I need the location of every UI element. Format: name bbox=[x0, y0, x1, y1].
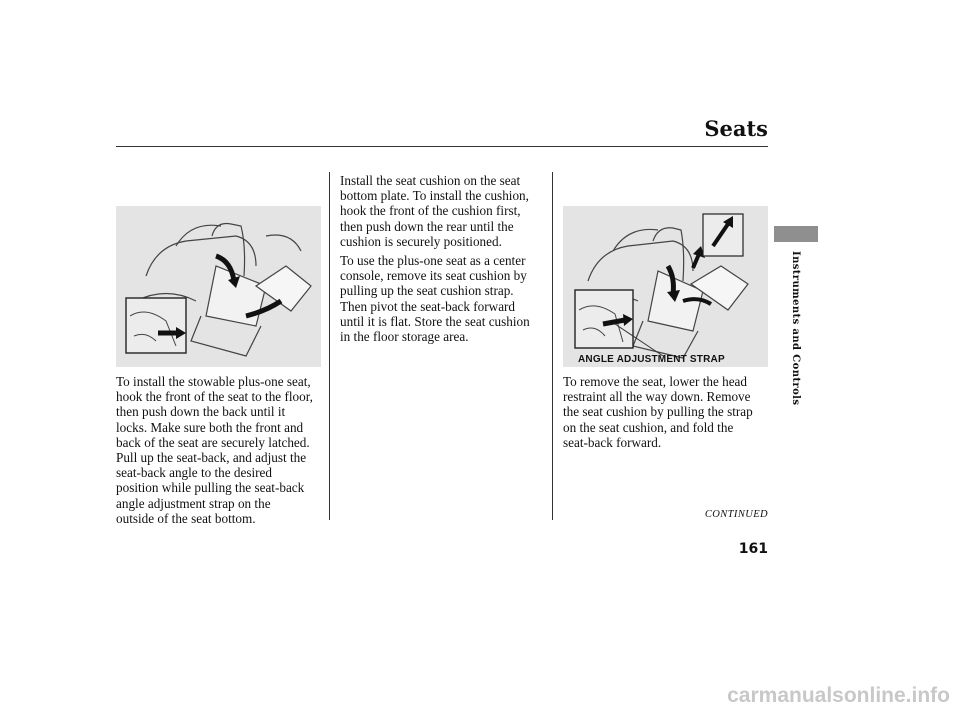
section-tab-marker bbox=[774, 226, 818, 242]
cushion-install-text: Install the seat cushion on the seat bottom plate. To install the cushion, hook the front of the cushion first, then push down the rear until the cushion is securely positioned. bbox=[340, 173, 529, 249]
continued-label: CONTINUED bbox=[704, 509, 768, 520]
remove-seat-illustration bbox=[563, 206, 768, 367]
install-instructions-text: To install the stowable plus-one seat, hook the front of the seat to the floor, then push down the back until it locks. Make sure both the front and back of the seat are securely latched. Pull up the seat-back, and adjust the seat-back angle to the desired position while pulling the seat-back angle adjustment strap on the outside of the seat bottom. bbox=[116, 374, 313, 526]
center-console-text: To use the plus-one seat as a center console, remove its seat cushion by pulling up the seat cushion strap. Then pivot the seat-back forward until it is flat. Store the seat cushion in the floor storage area. bbox=[340, 253, 530, 345]
section-title: Seats bbox=[704, 116, 768, 141]
column-divider-1 bbox=[329, 172, 330, 520]
install-seat-illustration bbox=[116, 206, 321, 367]
remove-seat-drawing bbox=[563, 206, 768, 367]
install-seat-drawing bbox=[116, 206, 321, 367]
chapter-label: Instruments and Controls bbox=[790, 251, 801, 406]
header-rule bbox=[116, 146, 768, 147]
inset-headrest-box bbox=[703, 214, 743, 256]
inset-detail-box bbox=[126, 298, 186, 353]
page-number: 161 bbox=[738, 541, 768, 557]
figure-caption: ANGLE ADJUSTMENT STRAP bbox=[578, 354, 725, 365]
column-divider-2 bbox=[552, 172, 553, 520]
remove-seat-text: To remove the seat, lower the head restraint all the way down. Remove the seat cushion by pulling the strap on the seat cushion, and fold the seat-back forward. bbox=[563, 374, 753, 450]
watermark: carmanualsonline.info bbox=[727, 684, 950, 707]
